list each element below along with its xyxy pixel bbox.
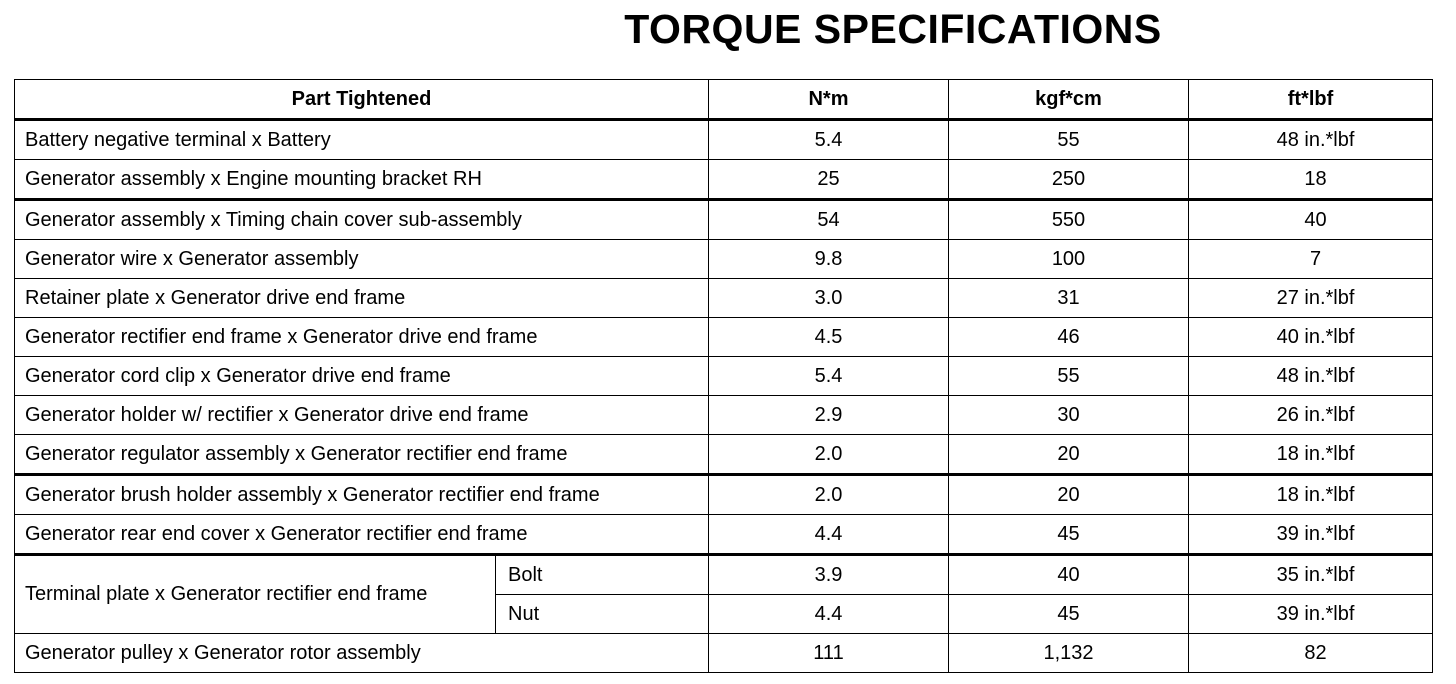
part-cell: Generator brush holder assembly x Generator rectifier end frame bbox=[15, 475, 709, 515]
table-row bbox=[15, 120, 1433, 160]
kgfcm-cell: 1,132 bbox=[949, 634, 1189, 673]
kgfcm-cell: 31 bbox=[949, 279, 1189, 318]
table-row bbox=[15, 160, 1433, 200]
nm-cell: 54 bbox=[709, 200, 949, 240]
ftlbf-cell: 48 in.*lbf bbox=[1189, 120, 1433, 160]
table-row bbox=[15, 318, 1433, 357]
table-row bbox=[15, 279, 1433, 318]
ftlbf-cell: 39 in.*lbf bbox=[1189, 595, 1433, 634]
nm-cell: 4.4 bbox=[709, 595, 949, 634]
table-row bbox=[15, 515, 1433, 555]
nm-cell: 2.0 bbox=[709, 475, 949, 515]
part-cell: Generator pulley x Generator rotor assembly bbox=[15, 634, 709, 673]
nm-cell: 3.0 bbox=[709, 279, 949, 318]
part-cell: Generator wire x Generator assembly bbox=[15, 240, 709, 279]
table-row bbox=[15, 634, 1433, 673]
part-cell: Terminal plate x Generator rectifier end frame bbox=[15, 555, 496, 634]
kgfcm-cell: 45 bbox=[949, 595, 1189, 634]
kgfcm-cell: 100 bbox=[949, 240, 1189, 279]
column-header-ftlbf: ft*lbf bbox=[1189, 80, 1433, 120]
table-header-row bbox=[15, 80, 1433, 120]
part-cell: Generator rear end cover x Generator rectifier end frame bbox=[15, 515, 709, 555]
table-row bbox=[15, 435, 1433, 475]
ftlbf-cell: 35 in.*lbf bbox=[1189, 555, 1433, 595]
part-cell: Generator cord clip x Generator drive end frame bbox=[15, 357, 709, 396]
part-cell: Generator assembly x Engine mounting bracket RH bbox=[15, 160, 709, 200]
column-header-part: Part Tightened bbox=[15, 80, 709, 120]
part-cell: Generator rectifier end frame x Generator drive end frame bbox=[15, 318, 709, 357]
table-row bbox=[15, 200, 1433, 240]
ftlbf-cell: 18 bbox=[1189, 160, 1433, 200]
nm-cell: 4.4 bbox=[709, 515, 949, 555]
table-row bbox=[15, 357, 1433, 396]
kgfcm-cell: 20 bbox=[949, 435, 1189, 475]
part-cell: Generator regulator assembly x Generator rectifier end frame bbox=[15, 435, 709, 475]
nm-cell: 4.5 bbox=[709, 318, 949, 357]
table-row-terminal-bolt bbox=[15, 555, 1433, 595]
ftlbf-cell: 48 in.*lbf bbox=[1189, 357, 1433, 396]
part-cell: Battery negative terminal x Battery bbox=[15, 120, 709, 160]
kgfcm-cell: 45 bbox=[949, 515, 1189, 555]
part-cell: Generator assembly x Timing chain cover sub-assembly bbox=[15, 200, 709, 240]
ftlbf-cell: 40 bbox=[1189, 200, 1433, 240]
nm-cell: 2.9 bbox=[709, 396, 949, 435]
nm-cell: 25 bbox=[709, 160, 949, 200]
part-cell: Retainer plate x Generator drive end frame bbox=[15, 279, 709, 318]
kgfcm-cell: 55 bbox=[949, 120, 1189, 160]
torque-spec-table bbox=[14, 79, 1433, 673]
nm-cell: 111 bbox=[709, 634, 949, 673]
ftlbf-cell: 27 in.*lbf bbox=[1189, 279, 1433, 318]
kgfcm-cell: 30 bbox=[949, 396, 1189, 435]
kgfcm-cell: 46 bbox=[949, 318, 1189, 357]
ftlbf-cell: 39 in.*lbf bbox=[1189, 515, 1433, 555]
ftlbf-cell: 40 in.*lbf bbox=[1189, 318, 1433, 357]
ftlbf-cell: 18 in.*lbf bbox=[1189, 475, 1433, 515]
fastener-cell: Bolt bbox=[496, 555, 709, 595]
table-row bbox=[15, 475, 1433, 515]
fastener-cell: Nut bbox=[496, 595, 709, 634]
nm-cell: 2.0 bbox=[709, 435, 949, 475]
nm-cell: 9.8 bbox=[709, 240, 949, 279]
nm-cell: 3.9 bbox=[709, 555, 949, 595]
kgfcm-cell: 250 bbox=[949, 160, 1189, 200]
column-header-kgfcm: kgf*cm bbox=[949, 80, 1189, 120]
kgfcm-cell: 40 bbox=[949, 555, 1189, 595]
page-title: TORQUE SPECIFICATIONS bbox=[624, 6, 1162, 52]
nm-cell: 5.4 bbox=[709, 357, 949, 396]
nm-cell: 5.4 bbox=[709, 120, 949, 160]
kgfcm-cell: 20 bbox=[949, 475, 1189, 515]
table-row bbox=[15, 396, 1433, 435]
ftlbf-cell: 82 bbox=[1189, 634, 1433, 673]
kgfcm-cell: 55 bbox=[949, 357, 1189, 396]
ftlbf-cell: 18 in.*lbf bbox=[1189, 435, 1433, 475]
ftlbf-cell: 26 in.*lbf bbox=[1189, 396, 1433, 435]
kgfcm-cell: 550 bbox=[949, 200, 1189, 240]
ftlbf-cell: 7 bbox=[1189, 240, 1433, 279]
column-header-nm: N*m bbox=[709, 80, 949, 120]
table-row bbox=[15, 240, 1433, 279]
part-cell: Generator holder w/ rectifier x Generator drive end frame bbox=[15, 396, 709, 435]
